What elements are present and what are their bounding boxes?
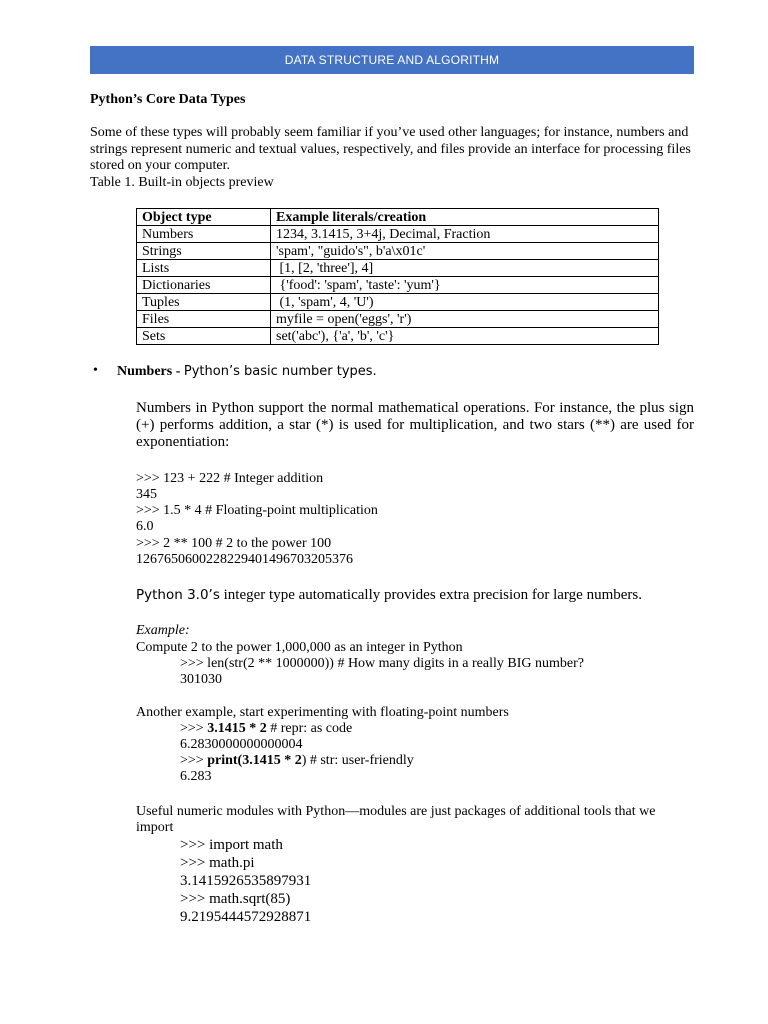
table-row [137, 243, 659, 260]
code-comment: # str: user-friendly [306, 753, 414, 768]
code-paren: ) [301, 753, 307, 768]
table-cell-example: 'spam', "guido's", b'a\x01c' [271, 243, 659, 260]
numbers-description: Python’s basic number types. [183, 364, 377, 379]
table-cell-type: Sets [137, 328, 271, 345]
code-line: >>> 2 ** 100 # 2 to the power 100 [136, 536, 332, 551]
table-header-example: Example literals/creation [271, 209, 659, 226]
table-header-row [137, 209, 659, 226]
table-cell-example: set('abc'), {'a', 'b', 'c'} [271, 328, 659, 345]
code-comment: # repr: as code [266, 721, 353, 736]
code-prompt: >>> [180, 753, 208, 768]
table-cell-type: Numbers [137, 226, 271, 243]
python3-version: Python 3.0’s [136, 587, 220, 603]
code-prompt: >>> [180, 721, 208, 736]
table-cell-type: Strings [137, 243, 271, 260]
table-row [137, 277, 659, 294]
modules-intro-cont: import [136, 820, 174, 835]
code-line: 9.2195444572928871 [180, 909, 312, 925]
code-expression: 3.1415 * 2 [242, 753, 302, 768]
code-line: 6.2830000000000004 [180, 737, 303, 752]
intro-paragraph: Some of these types will probably seem familiar if you’ve used other languages; for instance, numbers and strings represent numeric and textual values, respectively, and files provide an interface for processing files stored on your computer. [90, 125, 691, 173]
section-title: Python’s Core Data Types [90, 92, 246, 107]
code-line: 1267650600228229401496703205376 [136, 552, 353, 567]
code-line: >>> len(str(2 ** 1000000)) # How many digits in a really BIG number? [180, 656, 584, 671]
code-print: print( [207, 753, 243, 768]
table-cell-example: myfile = open('eggs', 'r') [271, 311, 659, 328]
header-banner: DATA STRUCTURE AND ALGORITHM [90, 46, 694, 74]
table-caption: Table 1. Built-in objects preview [90, 175, 274, 190]
table-row [137, 311, 659, 328]
code-line: 345 [136, 487, 157, 502]
code-line: >>> 123 + 222 # Integer addition [136, 471, 324, 486]
code-line [180, 753, 414, 769]
table-cell-example: {'food': 'spam', 'taste': 'yum'} [271, 277, 659, 294]
table-cell-type: Lists [137, 260, 271, 277]
numbers-label: Numbers - [117, 364, 181, 379]
code-expression: 3.1415 * 2 [207, 721, 267, 736]
table-row [137, 260, 659, 277]
modules-intro: Useful numeric modules with Python—modules are just packages of additional tools that we [136, 804, 656, 819]
code-line: 301030 [180, 672, 222, 687]
table-cell-type: Tuples [137, 294, 271, 311]
numbers-paragraph: Numbers in Python support the normal mathematical operations. For instance, the plus sign (+) performs addition, a star (*) is used for multiplication, and two stars (**) are used for exponentiation: [136, 400, 694, 450]
table-cell-type: Dictionaries [137, 277, 271, 294]
code-line: 6.283 [180, 769, 212, 784]
table-cell-type: Files [137, 311, 271, 328]
code-line: >>> math.sqrt(85) [180, 891, 291, 907]
float-intro: Another example, start experimenting with floating-point numbers [136, 705, 509, 720]
table-row [137, 328, 659, 345]
numbers-heading [117, 364, 377, 380]
table-cell-example: (1, 'spam', 4, 'U') [271, 294, 659, 311]
table-cell-example: 1234, 3.1415, 3+4j, Decimal, Fraction [271, 226, 659, 243]
python3-note [136, 587, 642, 604]
code-line: >>> 1.5 * 4 # Floating-point multiplication [136, 503, 378, 518]
code-line [180, 721, 352, 737]
table-cell-example: [1, [2, 'three'], 4] [271, 260, 659, 277]
code-line: 3.1415926535897931 [180, 873, 312, 889]
bullet-icon: • [93, 363, 98, 378]
python3-note-text: integer type automatically provides extra precision for large numbers. [219, 587, 642, 603]
example-intro: Compute 2 to the power 1,000,000 as an integer in Python [136, 640, 463, 655]
example-label: Example: [136, 623, 190, 638]
objects-table [136, 208, 659, 345]
table-header-object-type: Object type [137, 209, 271, 226]
code-line: >>> math.pi [180, 855, 255, 871]
table-row [137, 226, 659, 243]
code-line: 6.0 [136, 519, 154, 534]
table-row [137, 294, 659, 311]
code-line: >>> import math [180, 837, 283, 853]
